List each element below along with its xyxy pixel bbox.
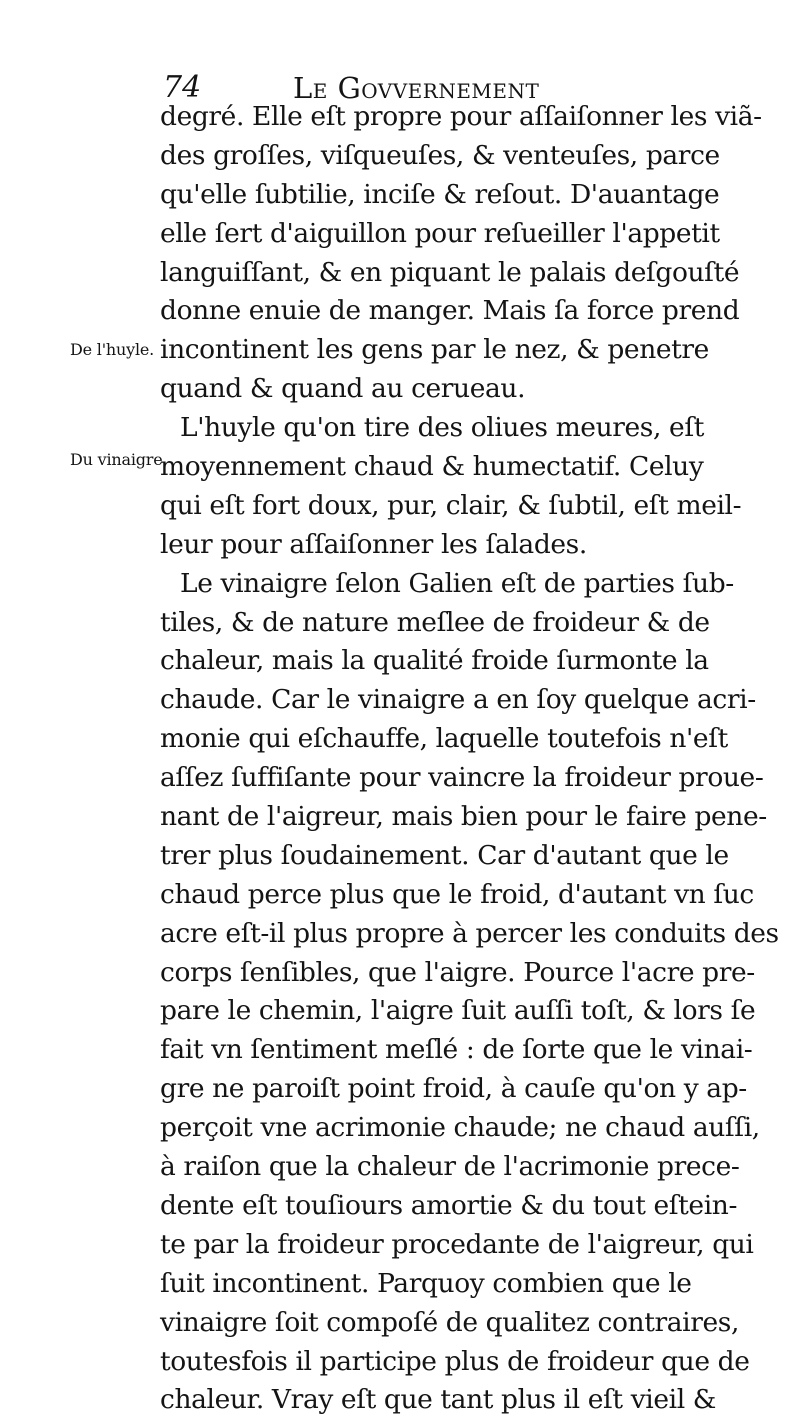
text-line: degré. Elle eſt propre pour aſſaiſonner les viã-	[160, 101, 762, 132]
text-line: languiſſant, & en piquant le palais deſgouſté	[160, 256, 740, 288]
margin-note-huyle: De l'huyle.	[70, 340, 155, 359]
text-line: monie qui eſchauffe, laquelle toutefois n'eſt	[160, 723, 728, 755]
text-line: des groſſes, viſqueuſes, & venteuſes, parce	[160, 139, 720, 171]
paragraph-start-line: Le vinaigre ſelon Galien eſt de parties ſub-	[180, 567, 734, 599]
text-line: nant de l'aigreur, mais bien pour le faire pene-	[160, 801, 767, 833]
text-line: donne enuie de manger. Mais ſa force prend	[160, 295, 740, 327]
text-line: vinaigre ſoit compoſé de qualitez contraires,	[160, 1306, 739, 1338]
text-line: aſſez ſuffiſante pour vaincre la froideur proue-	[160, 762, 764, 794]
text-line: leur pour aſſaiſonner les ſalades.	[160, 528, 587, 560]
text-line: chaleur. Vray eſt que tant plus il eſt vieil &	[160, 1384, 716, 1416]
text-line: te par la froideur procedante de l'aigreur, qui	[160, 1228, 754, 1260]
text-line: chaude. Car le vinaigre a en ſoy quelque acri-	[160, 684, 756, 716]
text-line: toutesfois il participe plus de froideur que de	[160, 1345, 750, 1377]
text-line: pare le chemin, l'aigre ſuit auſſi toſt, & lors ſe	[160, 995, 756, 1027]
page-number: 74	[163, 70, 202, 105]
text-line: qui eſt fort doux, pur, clair, & ſubtil, eſt meil-	[160, 489, 742, 521]
text-line: à raiſon que la chaleur de l'acrimonie prece-	[160, 1151, 740, 1183]
text-line: perçoit vne acrimonie chaude; ne chaud auſſi,	[160, 1112, 760, 1144]
text-line: chaud perce plus que le froid, d'autant vn ſuc	[160, 878, 754, 910]
paragraph-start-line: L'huyle qu'on tire des oliues meures, eſt	[180, 412, 704, 444]
text-line: quand & quand au cerueau.	[160, 373, 526, 405]
text-line: ſuit incontinent. Parquoy combien que le	[160, 1267, 692, 1299]
text-line: moyennement chaud & humectatif. Celuy	[160, 451, 704, 483]
text-line: elle ſert d'aiguillon pour reſueiller l'appetit	[160, 217, 720, 249]
text-line: chaleur, mais la qualité froide ſurmonte la	[160, 645, 709, 677]
body-text	[160, 98, 779, 1420]
text-line: qu'elle ſubtilie, inciſe & reſout. D'auantage	[160, 178, 720, 210]
text-line: acre eſt-il plus propre à percer les conduits des	[160, 917, 779, 949]
text-line: incontinent les gens par le nez, & penetre	[160, 334, 709, 366]
text-line: dente eſt touſiours amortie & du tout eſtein-	[160, 1189, 738, 1221]
text-line: fait vn ſentiment meſlé : de ſorte que le vinai-	[160, 1034, 753, 1066]
text-line: corps ſenſibles, que l'aigre. Pource l'acre pre-	[160, 956, 755, 988]
text-line: trer plus ſoudainement. Car d'autant que le	[160, 839, 729, 871]
text-line: gre ne paroiſt point froid, à cauſe qu'on y ap-	[160, 1073, 747, 1105]
text-line: tiles, & de nature meſlee de froideur & de	[160, 606, 710, 638]
margin-note-vinaigre: Du vinaigre.	[70, 450, 168, 469]
running-title: Le Govvernement	[293, 71, 540, 105]
